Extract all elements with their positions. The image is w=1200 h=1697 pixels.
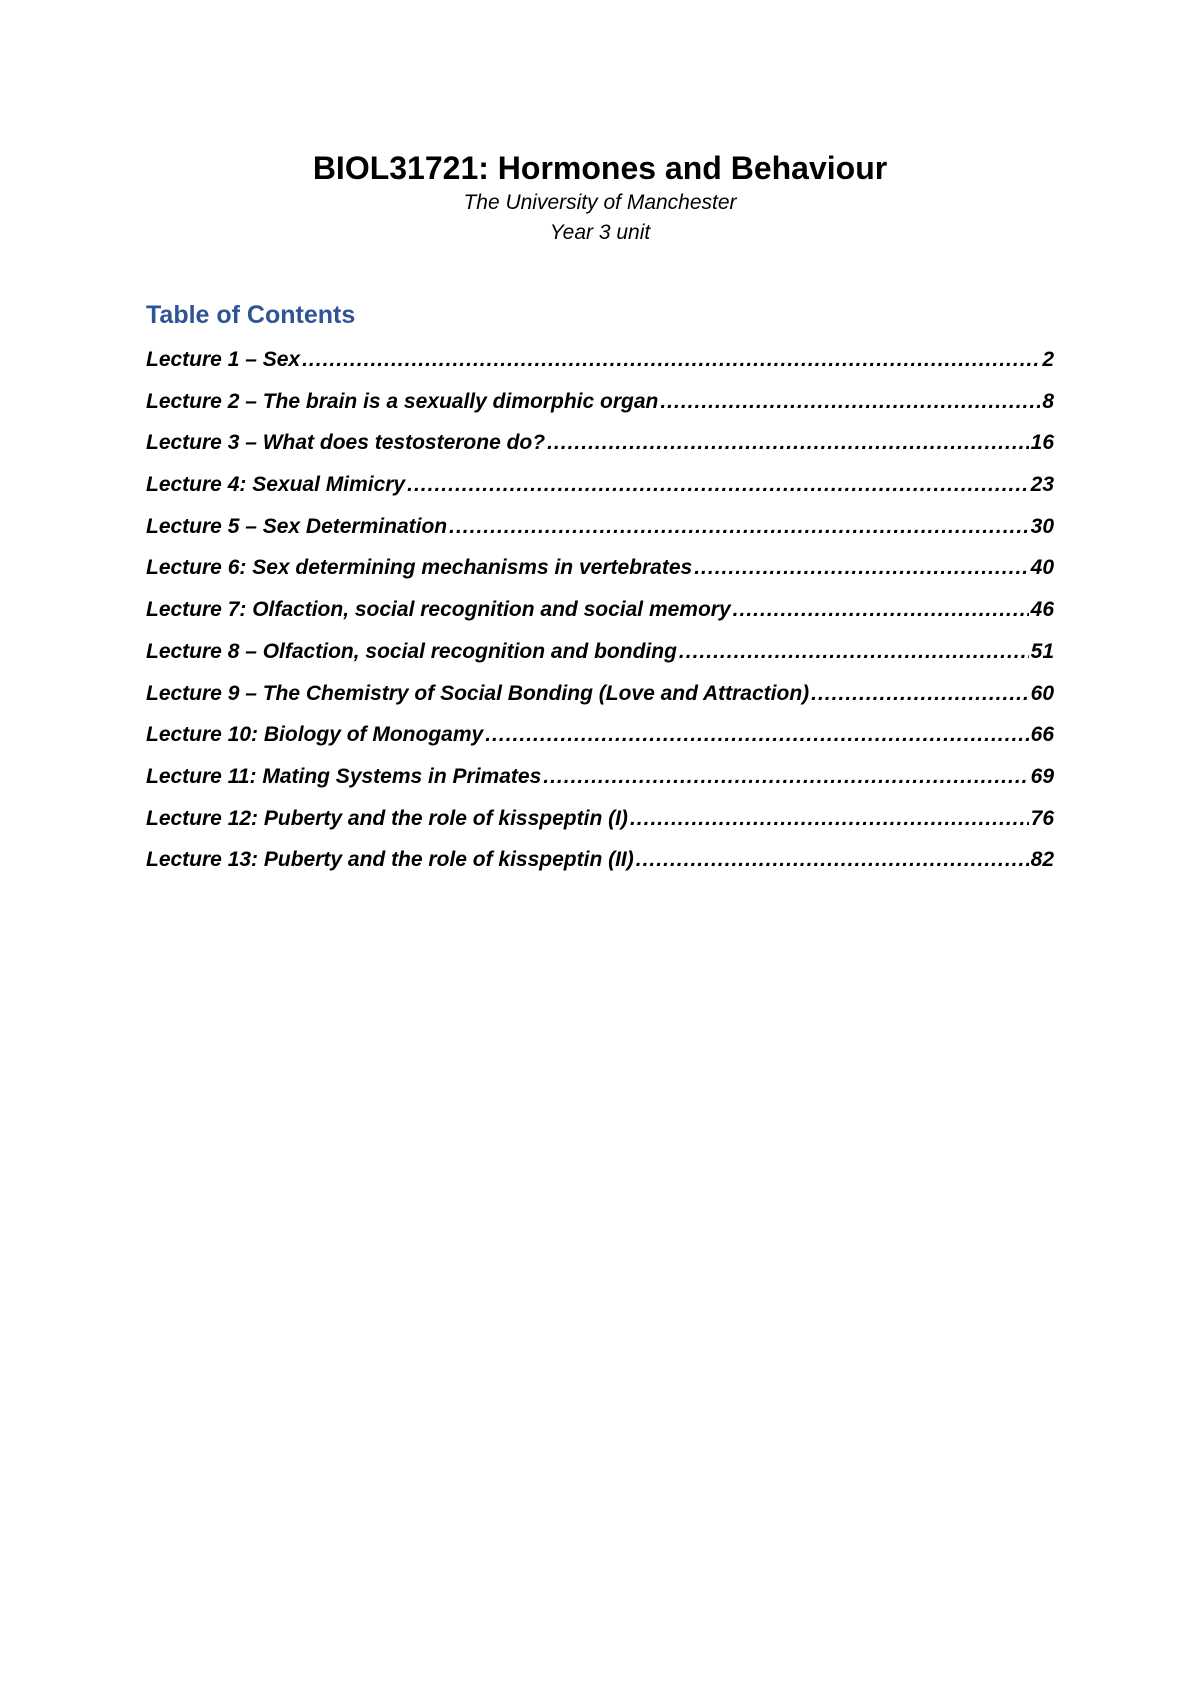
toc-entry[interactable] — [146, 390, 1054, 432]
toc-entry[interactable] — [146, 431, 1054, 473]
toc-entry-page: 30 — [1030, 514, 1054, 538]
toc-entry-label: Lecture 2 – The brain is a sexually dimorphic organ — [146, 389, 659, 413]
toc-dot-leader — [485, 723, 1028, 747]
toc-entry-label: Lecture 7: Olfaction, social recognition and social memory — [146, 598, 731, 622]
toc-entry[interactable] — [146, 640, 1054, 682]
toc-dot-leader — [543, 765, 1028, 789]
toc-entry-page: 46 — [1030, 598, 1054, 622]
toc-entry-label: Lecture 11: Mating Systems in Primates — [146, 764, 542, 788]
toc-dot-leader — [733, 598, 1029, 622]
toc-dot-leader — [679, 640, 1029, 664]
toc-entry-page: 69 — [1030, 764, 1054, 788]
toc-entry-page: 51 — [1030, 639, 1054, 663]
toc-entry-label: Lecture 12: Puberty and the role of kisspeptin (I) — [146, 806, 628, 830]
toc-dot-leader — [547, 431, 1029, 455]
toc-entry-page: 60 — [1030, 681, 1054, 705]
toc-entry-page: 2 — [1042, 348, 1054, 371]
toc-entry-page: 76 — [1030, 806, 1054, 830]
toc-entry-page: 82 — [1030, 848, 1054, 872]
toc-entry-label: Lecture 4: Sexual Mimicry — [146, 473, 406, 497]
toc-entry[interactable] — [146, 723, 1054, 765]
toc-entry[interactable] — [146, 598, 1054, 640]
toc-entry[interactable] — [146, 765, 1054, 807]
toc-entry-label: Lecture 3 – What does testosterone do? — [146, 431, 546, 455]
toc-entry-page: 66 — [1030, 723, 1054, 747]
toc-entry[interactable] — [146, 348, 1054, 390]
unit-level: Year 3 unit — [549, 221, 651, 244]
toc-dot-leader — [694, 556, 1028, 580]
title-block — [0, 148, 1200, 248]
table-of-contents — [146, 348, 1054, 890]
toc-entry-page: 16 — [1030, 431, 1054, 455]
toc-entry-label: Lecture 8 – Olfaction, social recognition and bonding — [146, 639, 677, 663]
toc-entry-page: 40 — [1030, 556, 1054, 580]
toc-entry-label: Lecture 10: Biology of Monogamy — [146, 723, 484, 747]
toc-dot-leader — [407, 473, 1029, 497]
institution-name: The University of Manchester — [463, 191, 737, 214]
toc-entry[interactable] — [146, 556, 1054, 598]
toc-entry[interactable] — [146, 682, 1054, 724]
toc-dot-leader — [630, 807, 1029, 831]
toc-entry-label: Lecture 5 – Sex Determination — [146, 514, 448, 538]
toc-entry[interactable] — [146, 473, 1054, 515]
toc-entry[interactable] — [146, 515, 1054, 557]
toc-entry-page: 23 — [1030, 473, 1054, 497]
toc-entry-label: Lecture 1 – Sex — [146, 348, 301, 371]
toc-dot-leader — [449, 515, 1029, 539]
toc-dot-leader — [302, 348, 1040, 372]
toc-entry-label: Lecture 6: Sex determining mechanisms in vertebrates — [146, 556, 693, 580]
toc-heading: Table of Contents — [146, 301, 356, 329]
toc-dot-leader — [636, 848, 1029, 872]
toc-dot-leader — [811, 682, 1029, 706]
document-title: BIOL31721: Hormones and Behaviour — [312, 150, 888, 186]
toc-entry[interactable] — [146, 807, 1054, 849]
toc-entry-page: 8 — [1042, 389, 1054, 413]
toc-entry[interactable] — [146, 848, 1054, 890]
toc-entry-label: Lecture 9 – The Chemistry of Social Bonding (Love and Attraction) — [146, 681, 810, 705]
toc-entry-label: Lecture 13: Puberty and the role of kisspeptin (II) — [146, 848, 634, 872]
toc-dot-leader — [660, 390, 1040, 414]
